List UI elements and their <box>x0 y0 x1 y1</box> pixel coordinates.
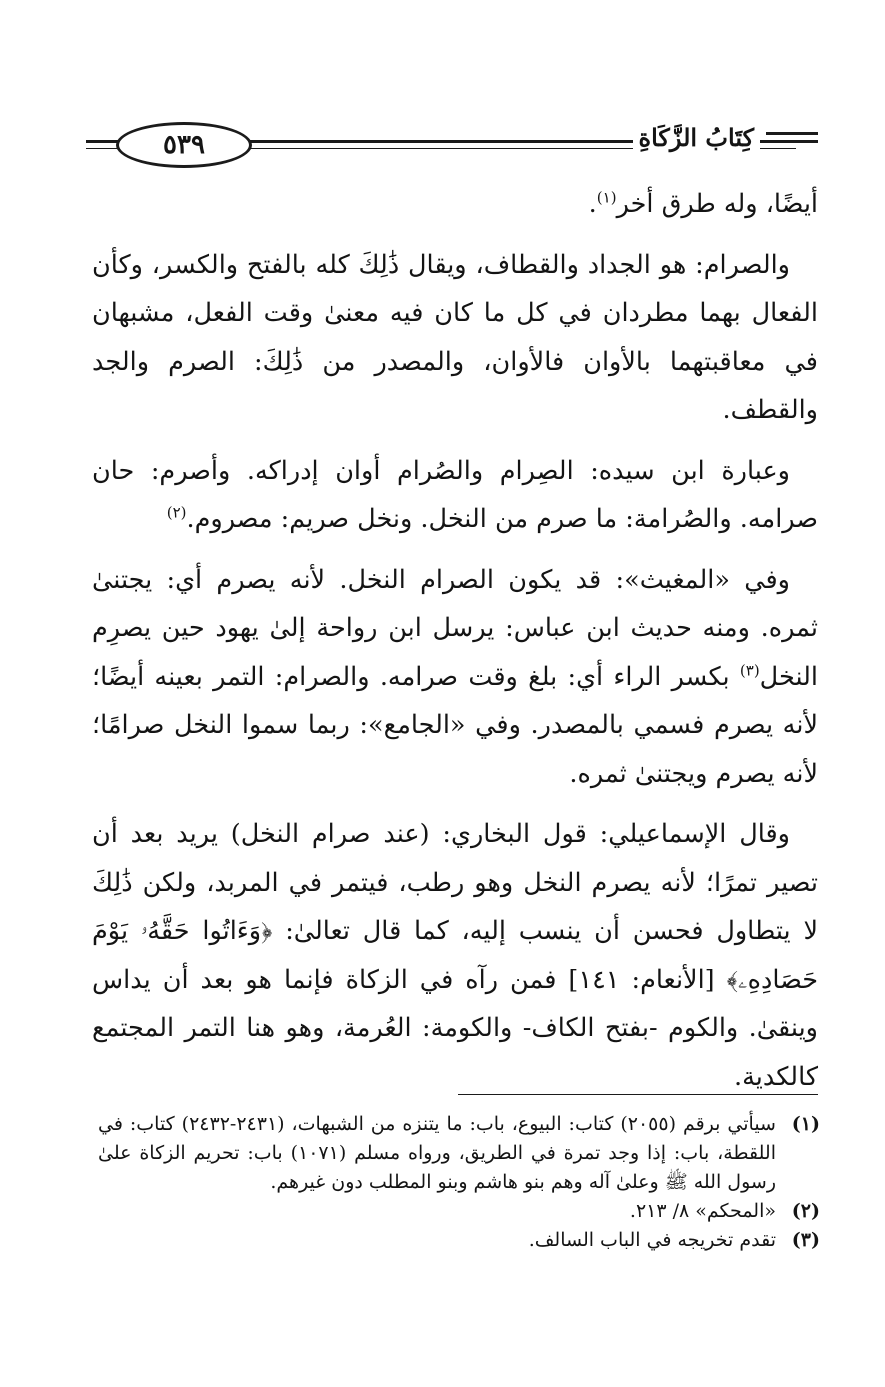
footnote-text: سيأتي برقم (٢٠٥٥) كتاب: البيوع، باب: ما يتنزه من الشبهات، (٢٤٣١-٢٤٣٢) كتاب: في اللقطة، باب: إذا وجد تمرة في الطريق، ورواه مسلم (١٠٧١) باب: تحريم الزكاة علىٰ رسول الله ﷺ وعلىٰ آله وهم بنو هاشم وبنو المطلب دون غيرهم. <box>98 1113 776 1193</box>
paragraph-4: وفي «المغيث»: قد يكون الصرام النخل. لأنه يصرم أي: يجتنىٰ ثمره. ومنه حديث ابن عباس: يرسل ابن رواحة إلىٰ يهود حين يصرِم النخل$^{(٣)}$ بكسر الراء أي: بلغ وقت صرامه. والصرام: التمر بعينه أيضًا؛ لأنه يصرم فسمي بالمصدر. وفي «الجامع»: ربما سموا النخل صرامًا؛ لأنه يصرم ويجتنىٰ ثمره. <box>92 564 818 789</box>
page-number: ٥٣٩ <box>163 130 205 160</box>
footnote-ref-1[interactable]: (١) <box>596 188 617 207</box>
footnote-text: «المحكم» ٨/ ٢١٣. <box>629 1200 776 1222</box>
book-title: كِتَابُ الزَّكَاةِ <box>633 118 760 158</box>
footnote-number: (٢) <box>791 1200 820 1222</box>
page-header <box>86 118 820 176</box>
footnote-3 <box>98 1226 820 1255</box>
footnote-text: تقدم تخريجه في الباب السالف. <box>528 1229 776 1251</box>
footnote-ref-3[interactable]: (٣) <box>739 661 760 679</box>
footnote-ref-2[interactable]: (٢) <box>166 503 187 522</box>
footnote-number: (٣) <box>791 1229 820 1251</box>
footnote-1 <box>98 1110 820 1197</box>
footnote-2 <box>98 1197 820 1226</box>
main-text <box>92 180 818 1113</box>
paragraph-1: أيضًا، وله طرق أخر$^{(١)}$. <box>588 188 818 219</box>
paragraph-2: والصرام: هو الجداد والقطاف، ويقال ذَٰلِكَ كله بالفتح والكسر، وكأن الفعال بهما مطردان في كل ما كان فيه معنىٰ وقت الفعل، مشبهان في معاقبتهما بالأوان فالأوان، والمصدر من ذَٰلِكَ: الصرم والجد والقطف. <box>92 249 818 425</box>
paragraph-5: وقال الإسماعيلي: قول البخاري: (عند صرام النخل) يريد بعد أن تصير تمرًا؛ لأنه يصرم النخل وهو رطب، فيتمر في المربد، ولكن ذَٰلِكَ لا يتطاول فحسن أن ينسب إليه، كما قال تعالىٰ: ﴿وَءَاتُوا حَقَّهُۥ يَوْمَ حَصَادِهِۦ﴾ [الأنعام: ١٤١] فمن رآه في الزكاة فإنما هو بعد أن يداس وينقىٰ. والكوم -بفتح الكاف- والكومة: العُرمة، وهو هنا التمر المجتمع كالكدية. <box>92 819 819 1092</box>
footnote-number: (١) <box>791 1113 820 1135</box>
header-dash-bottom <box>766 140 818 143</box>
header-dash-top <box>766 132 818 135</box>
paragraph-3: وعبارة ابن سيده: الصِرام والصُرام أوان إدراكه. وأصرم: حان صرامه. والصُرامة: ما صرم من النخل. ونخل صريم: مصروم.$^{(٢)}$ <box>92 455 818 534</box>
footnote-separator <box>458 1094 818 1095</box>
page-number-oval <box>116 122 252 168</box>
footnotes <box>98 1110 820 1255</box>
